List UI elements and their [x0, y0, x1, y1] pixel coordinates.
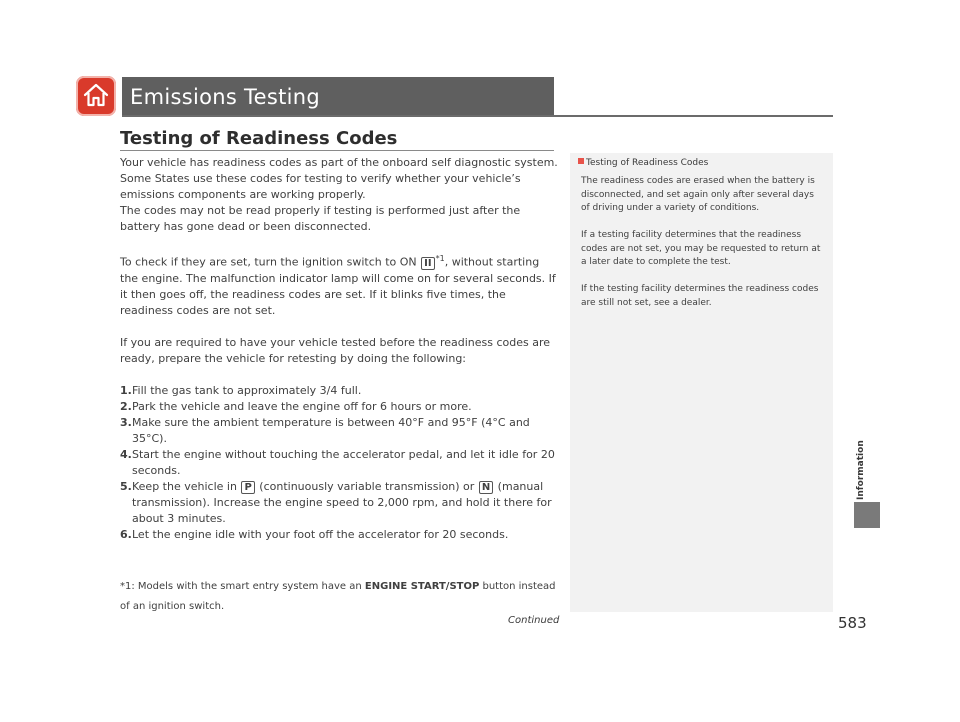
- title-divider: [122, 115, 833, 117]
- note-body: [581, 175, 825, 324]
- step-item: 2. Park the vehicle and leave the engine off for 6 hours or more.: [120, 399, 472, 413]
- footnote: *1: Models with the smart entry system have an ENGINE START/STOP button instead of an ignition switch.: [120, 581, 556, 612]
- note-paragraph: If the testing facility determines the readiness codes are still not set, see a dealer.: [581, 284, 819, 308]
- ignition-on-key: II: [421, 257, 434, 270]
- park-key: P: [241, 481, 254, 494]
- step-item: 5. Keep the vehicle in P (continuously variable transmission) or N (manual transmission). Increase the engine speed to 2,000 rpm, and hold it there for about 3 minutes.: [120, 479, 552, 525]
- paragraph-4: If you are required to have your vehicle tested before the readiness codes are ready, prepare the vehicle for retesting by doing the following:: [120, 335, 551, 365]
- note-marker-icon: [578, 158, 584, 164]
- chapter-label: Information: [856, 440, 866, 500]
- paragraph-3: To check if they are set, turn the ignition switch to ON II $^{*1}$, without starting the engine. The malfunction indicator lamp will come on for several seconds. If it then goes off, the readiness codes are set. If it blinks five times, the readiness codes are not set.: [120, 254, 556, 317]
- step-item: 4. Start the engine without touching the accelerator pedal, and let it idle for 20 seconds.: [120, 447, 555, 477]
- steps-list: [120, 383, 560, 543]
- page-title: Emissions Testing: [130, 85, 320, 109]
- page-number: 583: [838, 614, 867, 632]
- continued-label: Continued: [508, 615, 560, 626]
- note-paragraph: The readiness codes are erased when the battery is disconnected, and set again only after several days of driving under a variety of conditions.: [581, 176, 815, 213]
- note-heading: Testing of Readiness Codes: [578, 158, 708, 168]
- step-item: 3. Make sure the ambient temperature is between 40°F and 95°F (4°C and 35°C).: [120, 415, 530, 445]
- body-text: [120, 155, 560, 543]
- neutral-key: N: [479, 481, 493, 494]
- section-heading: Testing of Readiness Codes: [120, 128, 398, 149]
- chapter-tab[interactable]: [854, 502, 880, 528]
- footnote-ref: *1: [435, 254, 445, 263]
- step-item: 6. Let the engine idle with your foot off the accelerator for 20 seconds.: [120, 527, 509, 541]
- home-button[interactable]: [76, 76, 116, 116]
- home-icon: [82, 81, 110, 109]
- note-sidebar: [570, 153, 833, 612]
- paragraph-2: The codes may not be read properly if testing is performed just after the battery has gone dead or been disconnected.: [120, 204, 521, 233]
- paragraph-1: Your vehicle has readiness codes as part of the onboard self diagnostic system. Some States use these codes for testing to verify whether your vehicle’s emissions components are working properly.: [120, 156, 558, 201]
- step-item: 1. Fill the gas tank to approximately 3/4 full.: [120, 383, 362, 397]
- title-bar: [122, 77, 554, 115]
- note-paragraph: If a testing facility determines that the readiness codes are not set, you may be requested to return at a later date to complete the test.: [581, 230, 821, 267]
- section-divider: [120, 150, 554, 151]
